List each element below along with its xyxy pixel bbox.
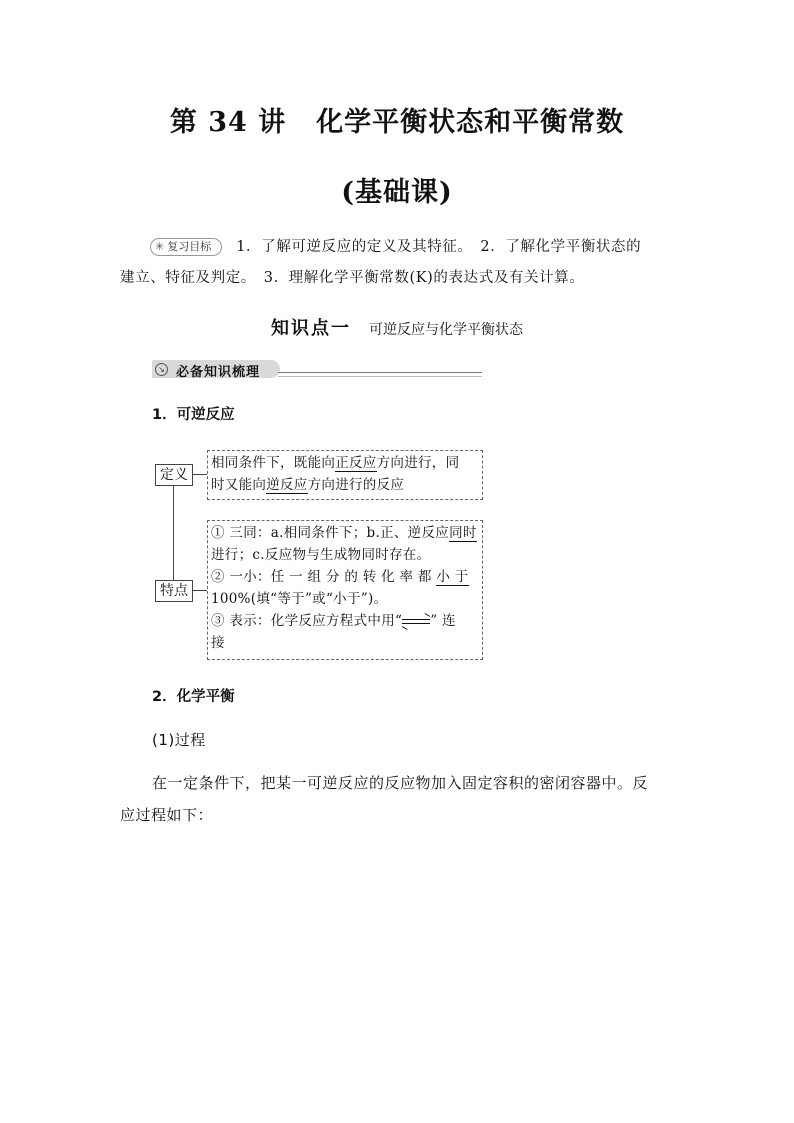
definition-connector	[191, 474, 207, 475]
answer-less-than: 小 于	[436, 569, 469, 585]
knowledge-point-label: 知识点一	[271, 318, 351, 339]
section2-paragraph-line2: 应过程如下：	[120, 806, 214, 824]
goal-item-1: 1．了解可逆反应的定义及其特征。	[236, 239, 466, 255]
reversible-arrow-icon	[402, 617, 430, 627]
answer-reverse-reaction: 逆反应	[266, 477, 308, 493]
knowledge-point-title: 可逆反应与化学平衡状态	[369, 322, 523, 338]
section2-subheading: (1)过程	[152, 731, 206, 749]
review-goals-line1	[150, 237, 680, 257]
review-goals-badge: ✳ 复习目标	[150, 238, 222, 256]
answer-simultaneous: 同时	[449, 525, 477, 541]
feature-label-box: 特点	[155, 580, 193, 602]
banner-rule	[278, 372, 482, 377]
review-goals-line2: 建立、特征及判定。 3．理解化学平衡常数(K)的表达式及有关计算。	[120, 270, 585, 286]
answer-forward-reaction: 正反应	[335, 455, 377, 471]
feature-box	[207, 520, 483, 660]
feature-line-2: 进行；c.反应物与生成物同时存在。	[211, 547, 431, 563]
feature-connector	[191, 590, 207, 591]
compass-icon: ↘	[155, 363, 168, 376]
lecture-number: 第 34 讲	[169, 107, 287, 138]
page-subtitle: (基础课)	[341, 177, 453, 208]
feature-line-1: ① 三同：a.相同条件下；b.正、逆反应同时	[211, 525, 477, 541]
definition-label-box: 定义	[155, 464, 193, 486]
diagram-connector-vertical	[173, 476, 174, 596]
feature-line-3: ② 一小：任 一 组 分 的 转 化 率 都 小 于	[211, 569, 469, 585]
banner-label: 必备知识梳理	[176, 365, 261, 380]
lecture-topic: 化学平衡状态和平衡常数	[316, 107, 625, 138]
feature-line-6: 接	[211, 635, 225, 651]
section2-paragraph-line1: 在一定条件下，把某一可逆反应的反应物加入固定容积的密闭容器中。反	[152, 774, 649, 792]
definition-line-2: 时又能向逆反应方向进行的反应	[211, 477, 405, 493]
feature-line-4: 100%(填“等于”或“小于”)。	[211, 591, 388, 607]
feature-line-5: ③ 表示：化学反应方程式中用“ ” 连	[211, 613, 456, 629]
definition-line-1: 相同条件下，既能向正反应方向进行，同	[211, 455, 460, 471]
knowledge-point-heading	[0, 314, 794, 340]
goal-item-2-start: 2．了解化学平衡状态的	[480, 239, 642, 255]
reversible-reaction-diagram	[153, 448, 488, 663]
sparkle-icon: ✳	[155, 240, 165, 253]
section1-heading: 1．可逆反应	[152, 407, 235, 423]
page-title	[0, 100, 794, 139]
section2-heading: 2．化学平衡	[152, 689, 235, 705]
section-banner	[152, 360, 482, 380]
definition-box	[207, 450, 483, 500]
